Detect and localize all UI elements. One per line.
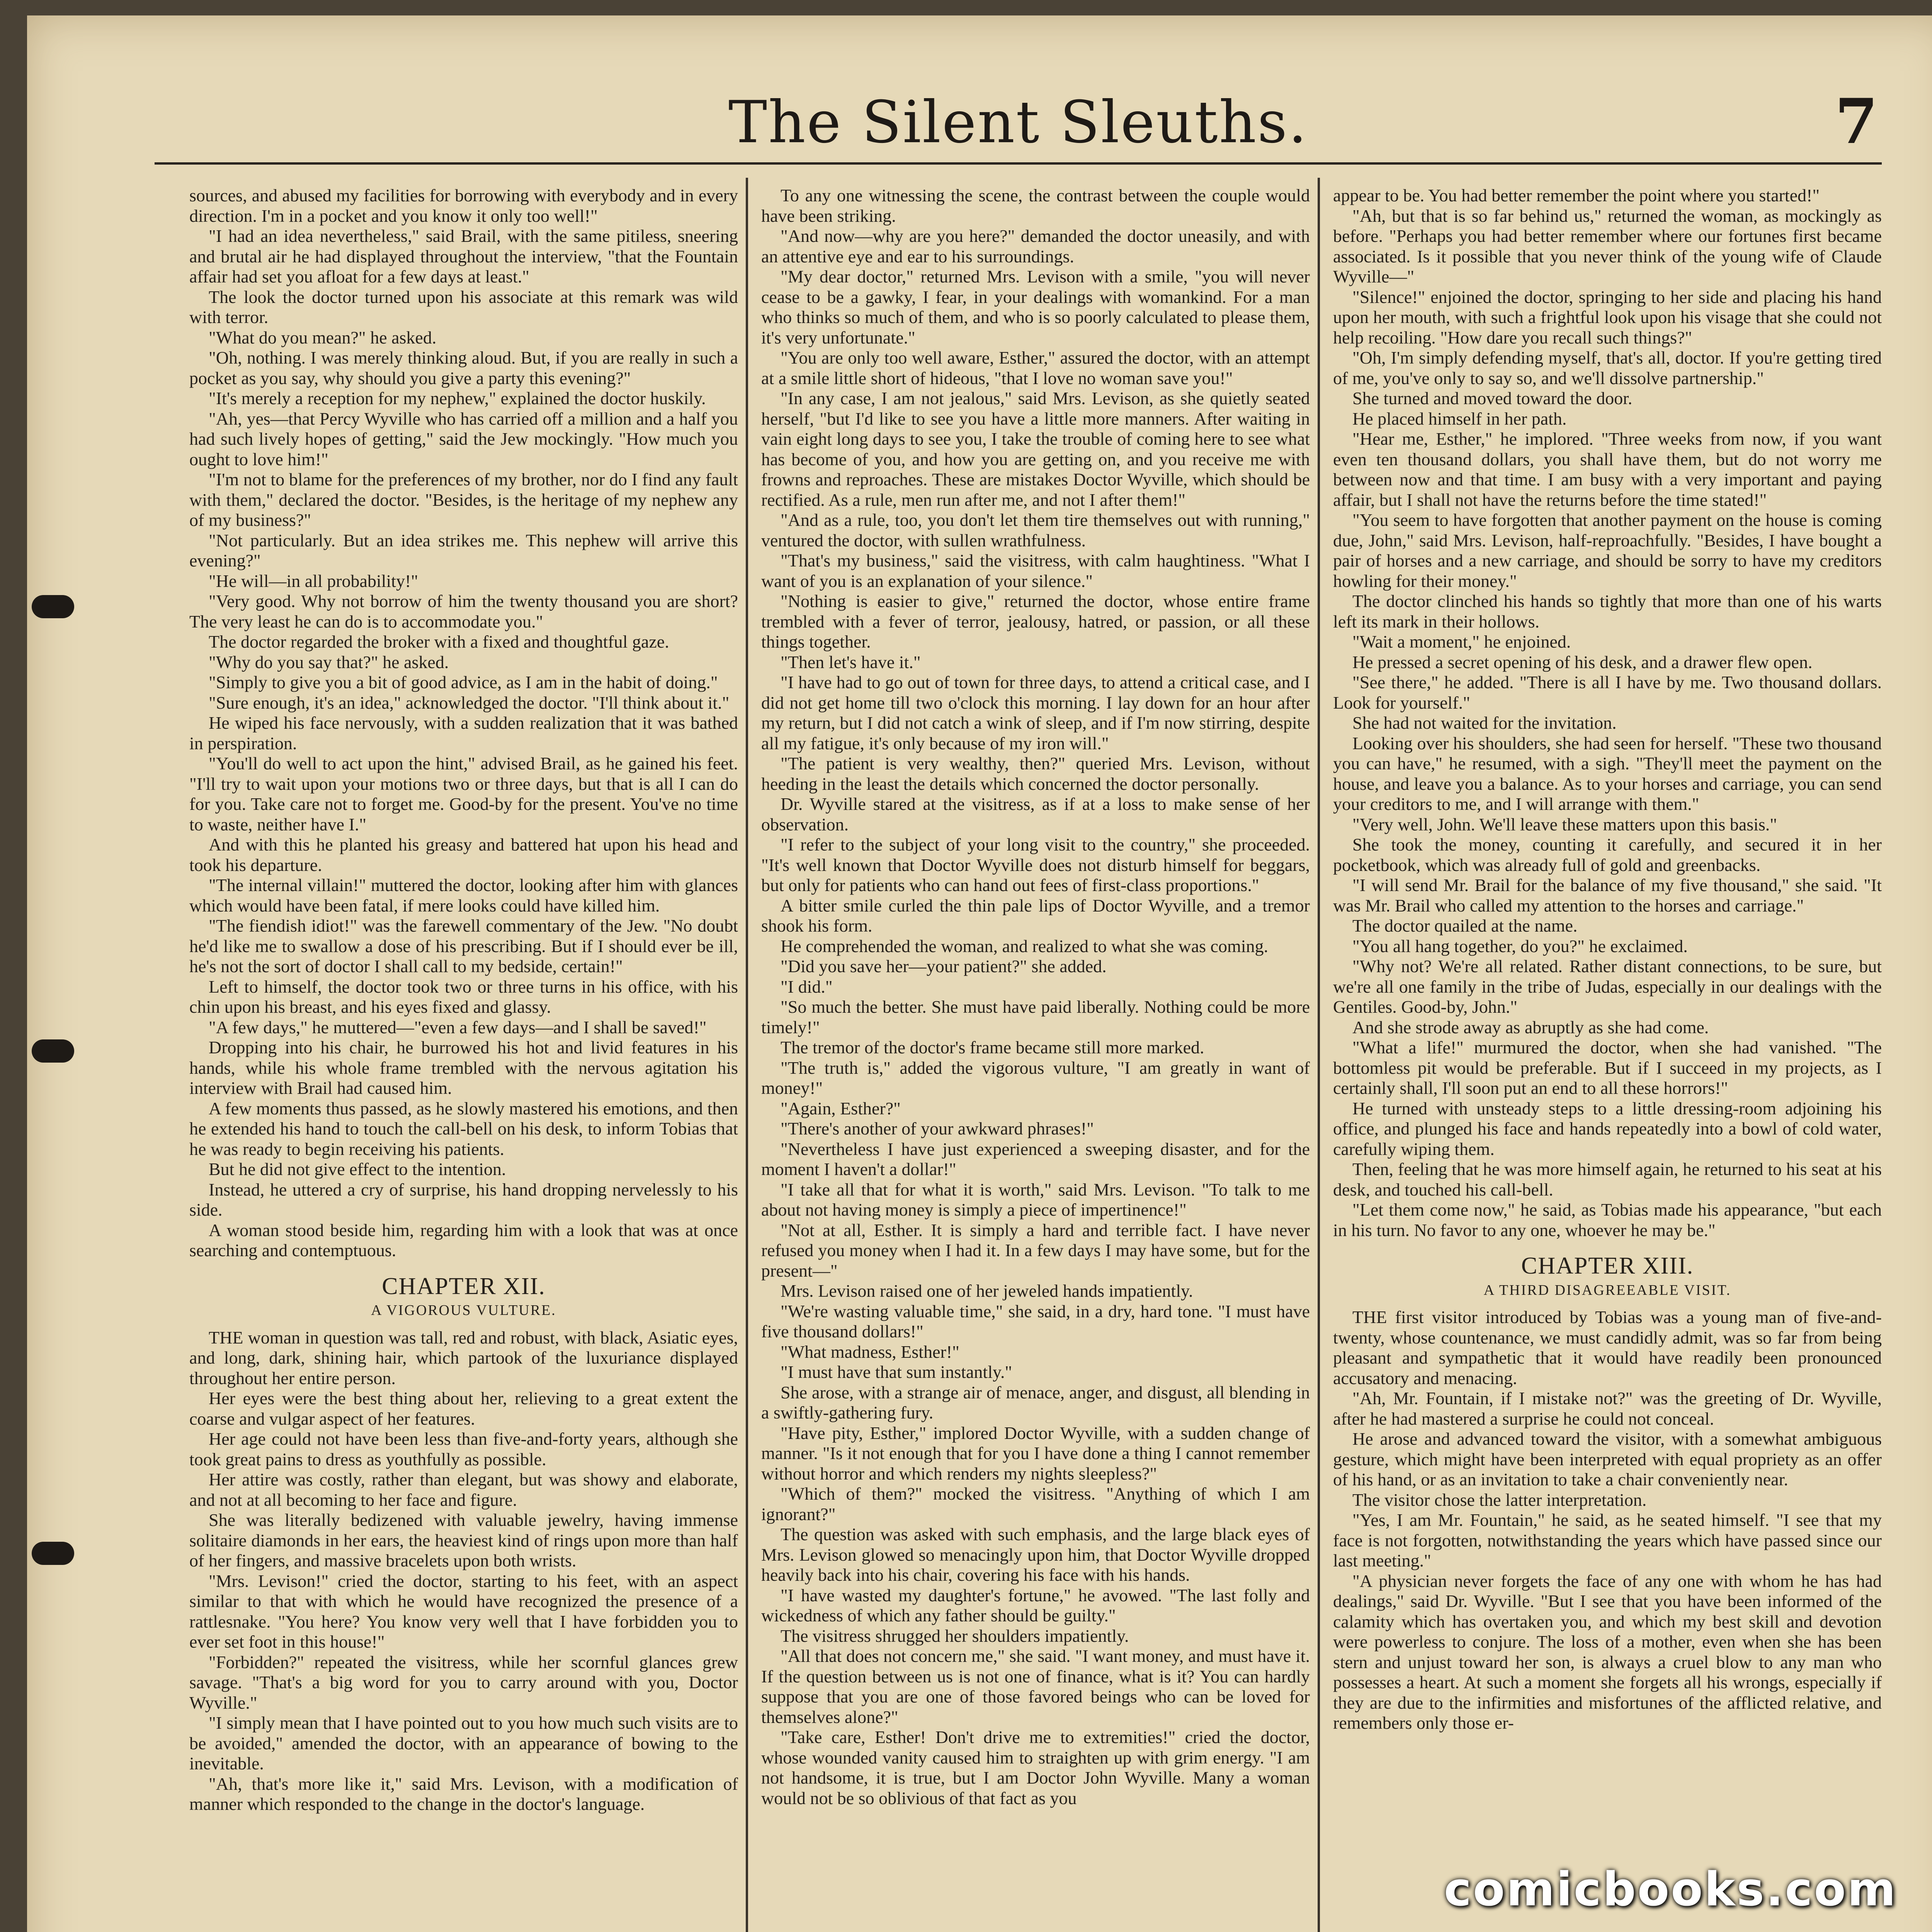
paragraph: "Ah, yes—that Percy Wyville who has carried off a million and a half you had such lively hopes of getting," said the Jew mockingly. "How much you ought to love him!" [189,408,738,469]
page-header [155,81,1882,165]
paragraph: "All that does not concern me," she said. "I want money, and must have it. If the question between us is not one of finance, what is it? You can hardly suppose that you are one of those favored beings who can be loved for themselves alone?" [761,1646,1310,1727]
paragraph: He arose and advanced toward the visitor, with a somewhat ambiguous gesture, which might have been interpreted with equal propriety as an offer of his hand, or as an invitation to take a chair conveniently near. [1333,1429,1882,1489]
paragraph: appear to be. You had better remember the point where you started!" [1333,185,1820,205]
paragraph: Then, feeling that he was more himself again, he returned to his seat at his desk, and touched his call-bell. [1333,1159,1882,1199]
paragraph: "Again, Esther?" [781,1098,901,1118]
paragraph: A few moments thus passed, as he slowly mastered his emotions, and then he extended his hand to touch the call-bell on his desk, to inform Tobias that he was ready to begin receiving his patients. [189,1098,738,1159]
paragraph: "Then let's have it." [781,652,921,672]
paragraph: A bitter smile curled the thin pale lips of Doctor Wyville, and a tremor shook his form. [761,895,1310,935]
paragraph: "You'll do well to act upon the hint," advised Brail, as he gained his feet. "I'll try to wait upon your motions two or three days, but that is all I can do for you. Take care not to forget me. Good-by for the present. You've no time to waste, neither have I." [189,753,738,834]
paragraph: "Let them come now," he said, as Tobias made his appearance, "but each in his turn. No favor to any one, whoever he may be." [1333,1200,1882,1240]
paragraph: "You all hang together, do you?" he exclaimed. [1352,936,1688,956]
paragraph: "Which of them?" mocked the visitress. "Anything of which I am ignorant?" [761,1484,1310,1524]
paragraph: "Oh, I'm simply defending myself, that's all, doctor. If you're getting tired of me, you've only to say so, and we'll dissolve partnership." [1333,348,1882,388]
paragraph: And she strode away as abruptly as she had come. [1352,1017,1709,1037]
paragraph: The doctor regarded the broker with a fixed and thoughtful gaze. [209,632,669,651]
paragraph: "Oh, nothing. I was merely thinking aloud. But, if you are really in such a pocket as you say, why should you give a party this evening?" [189,348,738,388]
paragraph: "Why do you say that?" he asked. [209,652,449,672]
paragraph: The doctor quailed at the name. [1352,916,1578,935]
paragraph: "It's merely a reception for my nephew," explained the doctor huskily. [209,388,706,408]
column-divider [746,178,748,1932]
site-watermark: comicbooks.com [1444,1863,1897,1917]
paragraph: "I take all that for what it is worth," said Mrs. Levison. "To talk to me about not having money is simply a piece of impertinence!" [761,1179,1310,1219]
paragraph: "Have pity, Esther," implored Doctor Wyville, with a sudden change of manner. "Is it not enough that for you I have done a thing I cannot remember without horror and which renders my nights sleepless?" [761,1423,1310,1483]
paragraph: Looking over his shoulders, she had seen for herself. "These two thousand you can have," he resumed, with a sigh. "They'll meet the payment on the house, and leave you a balance. As to your horses and carriage, you can send your creditors to me, and I will arrange with them." [1333,733,1882,814]
paragraph: She had not waited for the invitation. [1352,713,1617,733]
paragraph: "See there," he added. "There is all I have by me. Two thousand dollars. Look for yourself." [1333,672,1882,713]
paragraph: "I must have that sum instantly." [781,1362,1012,1382]
paragraph: "Yes, I am Mr. Fountain," he said, as he seated himself. "I see that my face is not forgotten, notwithstanding the years which have passed since our last meeting." [1333,1510,1882,1570]
paragraph: "Simply to give you a bit of good advice, as I am in the habit of doing." [209,672,718,692]
paragraph: Dr. Wyville stared at the visitress, as if at a loss to make sense of her observation. [761,794,1310,834]
paragraph: A woman stood beside him, regarding him with a look that was at once searching and contemptuous. [189,1220,738,1260]
chapter-title: CHAPTER XIII. [1521,1253,1694,1279]
paragraph: And with this he planted his greasy and battered hat upon his head and took his departure. [189,835,738,875]
paragraph: He comprehended the woman, and realized to what she was coming. [781,936,1269,956]
paragraph: She turned and moved toward the door. [1352,388,1633,408]
paragraph: She was literally bedizened with valuable jewelry, having immense solitaire diamonds in her ears, the heaviest kind of rings upon more than half of her fingers, and massive bracelets upon both wrists. [189,1510,738,1570]
paragraph: "Sure enough, it's an idea," acknowledged the doctor. "I'll think about it." [209,692,730,713]
binding-hole [32,595,74,618]
paragraph: sources, and abused my facilities for borrowing with everybody and in every direction. I'm in a pocket and you know it only too well!" [189,185,738,226]
paragraph: "Hear me, Esther," he implored. "Three weeks from now, if you want even ten thousand dollars, you shall have them, but do not worry me between now and that time. I am busy with a very important and paying affair, but I shall not have the returns before the time stated!" [1333,429,1882,510]
paragraph: But he did not give effect to the intention. [209,1159,506,1179]
paragraph: The visitor chose the latter interpretation. [1352,1490,1647,1510]
paragraph: "Very well, John. We'll leave these matters upon this basis." [1352,814,1777,834]
paragraph: "And now—why are you here?" demanded the doctor uneasily, and with an attentive eye and ear to his surroundings. [761,226,1310,266]
paragraph: "He will—in all probability!" [209,571,418,591]
paragraph: Mrs. Levison raised one of her jeweled hands impatiently. [781,1281,1193,1301]
paragraph: "The truth is," added the vigorous vulture, "I am greatly in want of money!" [761,1058,1310,1098]
paragraph: THE first visitor introduced by Tobias was a young man of five-and-twenty, whose countenance, we must candidly admit, was so far from being pleasant and sympathetic that it would have readily been pronounced accusatory and menacing. [1333,1307,1882,1388]
paragraph: "Not particularly. But an idea strikes me. This nephew will arrive this evening?" [189,530,738,570]
paragraph: "My dear doctor," returned Mrs. Levison with a smile, "you will never cease to be a gawky, I fear, in your dealings with womankind. For a man who thinks so much of them, and who is so poorly calculated to please them, it's very unfortunate." [761,267,1310,347]
paragraph: "We're wasting valuable time," she said, in a dry, hard tone. "I must have five thousand dollars!" [761,1301,1310,1341]
paragraph: "Very good. Why not borrow of him the twenty thousand you are short? The very least he can do is to accommodate you." [189,591,738,631]
paragraph: "I had an idea nevertheless," said Brail, with the same pitiless, sneering and brutal air he had displayed throughout the interview, "that the Fountain affair had set you afloat for a few days at least." [189,226,738,286]
paragraph: She took the money, counting it carefully, and secured it in her pocketbook, which was already full of gold and greenbacks. [1333,835,1882,875]
paragraph: "Did you save her—your patient?" she added. [781,956,1107,976]
text-column-1 [189,185,738,1932]
paragraph: "Ah, but that is so far behind us," returned the woman, as mockingly as before. "Perhaps you had better remember where our fortunes first became associated. Is it possible that you never think of the young wife of Claude Wyville—" [1333,206,1882,286]
paragraph: "So much the better. She must have paid liberally. Nothing could be more timely!" [761,997,1310,1037]
paragraph: "In any case, I am not jealous," said Mrs. Levison, as she quietly seated herself, "but I'd like to see you have a little more manners. After waiting in vain eight long days to see you, I take the trouble of coming here to see what has become of you, and how you are getting on, and you receive me with frowns and reproaches. These are mistakes Doctor Wyville, which should be rectified. As a rule, men run after me, and not I after them!" [761,388,1310,510]
paragraph: He placed himself in her path. [1352,408,1567,429]
paragraph: "Nevertheless I have just experienced a sweeping disaster, and for the moment I haven't a dollar!" [761,1139,1310,1179]
paragraph: She arose, with a strange air of menace, anger, and disgust, all blending in a swiftly-gathering fury. [761,1382,1310,1422]
paragraph: The question was asked with such emphasis, and the large black eyes of Mrs. Levison glowed so menacingly upon him, that Doctor Wyville dropped heavily back into his chair, covering his face with his hands. [761,1524,1310,1585]
paragraph: "I will send Mr. Brail for the balance of my five thousand," she said. "It was Mr. Brail who called my attention to the horses and carriage." [1333,875,1882,915]
paragraph: "I refer to the subject of your long visit to the country," she proceeded. "It's well known that Doctor Wyville does not disturb himself for beggars, but only for patients who can hand out fees of first-class proportions." [761,835,1310,895]
binding-hole [32,1039,74,1063]
paragraph: He turned with unsteady steps to a little dressing-room adjoining his office, and plunged his face and hands repeatedly into a bowl of cold water, carefully wiping them. [1333,1098,1882,1159]
paragraph: To any one witnessing the scene, the contrast between the couple would have been striking. [761,185,1310,226]
paragraph: "I did." [781,976,833,997]
paragraph: "I simply mean that I have pointed out to you how much such visits are to be avoided," amended the doctor, with an appearance of bowing to the inevitable. [189,1713,738,1773]
paragraph: "That's my business," said the visitress, with calm haughtiness. "What I want of you is an explanation of your silence." [761,551,1310,591]
paragraph: "The fiendish idiot!" was the farewell commentary of the Jew. "No doubt he'd like me to swallow a dose of his prescribing. But if I should ever be ill, he's not the sort of doctor I shall call to my bedside, certain!" [189,916,738,976]
paragraph: "Mrs. Levison!" cried the doctor, starting to his feet, with an aspect similar to that with which he would have recognized the presence of a rattlesnake. "You here? You know very well that I have forbidden you to ever set foot in this house!" [189,1571,738,1651]
page-number: 7 [1835,85,1878,158]
paragraph: Left to himself, the doctor took two or three turns in his office, with his chin upon his breast, and his eyes fixed and glassy. [189,976,738,1017]
paragraph: THE woman in question was tall, red and robust, with black, Asiatic eyes, and long, dark, shining hair, which partook of the luxuriance displayed throughout her entire person. [189,1327,738,1388]
paragraph: "Ah, Mr. Fountain, if I mistake not?" was the greeting of Dr. Wyville, after he had mastered a surprise he could not conceal. [1333,1388,1882,1429]
paragraph: "What do you mean?" he asked. [209,327,437,347]
paragraph: Her attire was costly, rather than elegant, but was showy and elaborate, and not at all becoming to her face and figure. [189,1469,738,1510]
paragraph: "You seem to have forgotten that another payment on the house is coming due, John," said Mrs. Levison, half-reproachfully. "Besides, I have bought a pair of horses and a new carriage, and should be sorry to have my creditors howling for their money." [1333,510,1882,591]
paragraph: Instead, he uttered a cry of surprise, his hand dropping nervelessly to his side. [189,1179,738,1219]
paragraph: "I have had to go out of town for three days, to attend a critical case, and I did not get home till two o'clock this morning. I lay down for an hour after my return, but I did not catch a wink of sleep, and if I'm now stirring, despite all my fatigue, it's only because of my iron will." [761,672,1310,753]
paragraph: The visitress shrugged her shoulders impatiently. [781,1626,1129,1646]
paragraph: "The patient is very wealthy, then?" queried Mrs. Levison, without heeding in the least the details which concerned the doctor personally. [761,753,1310,794]
chapter-title: CHAPTER XII. [382,1273,546,1299]
paragraph: "You are only too well aware, Esther," assured the doctor, with an attempt at a smile little short of hideous, "that I love no woman save you!" [761,348,1310,388]
paragraph: The tremor of the doctor's frame became still more marked. [781,1037,1204,1057]
paragraph: "There's another of your awkward phrases!" [781,1119,1094,1138]
paragraph: "Nothing is easier to give," returned the doctor, whose entire frame trembled with a fever of terror, jealousy, hatred, or passion, or all these things together. [761,591,1310,651]
paragraph: "The internal villain!" muttered the doctor, looking after him with glances which would have been fatal, if mere looks could have killed him. [189,875,738,915]
paragraph: The doctor clinched his hands so tightly that more than one of his warts left its mark in their hollows. [1333,591,1882,631]
paragraph: He pressed a secret opening of his desk, and a drawer flew open. [1352,652,1813,672]
chapter-subtitle: A THIRD DISAGREEABLE VISIT. [1483,1282,1731,1298]
binding-hole [32,1542,74,1565]
column-divider [1318,178,1320,1932]
paragraph: "Forbidden?" repeated the visitress, while her scornful glances grew savage. "That's a big word for you to carry around with you, Doctor Wyville." [189,1652,738,1713]
paragraph: "A few days," he muttered—"even a few days—and I shall be saved!" [209,1017,707,1037]
paragraph: "What a life!" murmured the doctor, when she had vanished. "The bottomless pit would be preferable. But if I succeed in my projects, as I certainly shall, I'll soon put an end to all these horrors!" [1333,1037,1882,1098]
paragraph: "And as a rule, too, you don't let them tire themselves out with running," ventured the doctor, with sullen wrathfulness. [761,510,1310,550]
paragraph: He wiped his face nervously, with a sudden realization that it was bathed in perspiration. [189,713,738,753]
text-column-3 [1333,185,1882,1932]
paragraph: "I have wasted my daughter's fortune," he avowed. "The last folly and wickedness of which any father should be guilty." [761,1585,1310,1625]
text-column-2 [761,185,1310,1932]
paragraph: "Take care, Esther! Don't drive me to extremities!" cried the doctor, whose wounded vanity caused him to straighten up with grim energy. "I am not handsome, it is true, but I am Doctor John Wyville. Many a woman would not be so oblivious of that fact as you [761,1727,1310,1808]
paragraph: "What madness, Esther!" [781,1342,959,1362]
paragraph: The look the doctor turned upon his associate at this remark was wild with terror. [189,287,738,327]
paragraph: "Ah, that's more like it," said Mrs. Levison, with a modification of manner which responded to the change in the doctor's language. [189,1774,738,1814]
chapter-subtitle: A VIGOROUS VULTURE. [371,1302,556,1318]
paragraph: Her age could not have been less than five-and-forty years, although she took great pains to dress as youthfully as possible. [189,1429,738,1469]
paragraph: "A physician never forgets the face of any one with whom he has had dealings," said Dr. Wyville. "But I see that you have been informed of the calamity which has overtaken you, and which my best skill and devotion were powerless to conjure. The loss of a mother, even when she has been stern and unjust toward her son, is always a cruel blow to any man who possesses a heart. At such a moment she forgets all his wrongs, especially if they are due to the infirmities and misfortunes of the afflicted relative, and remembers only those er- [1333,1571,1882,1733]
paragraph: Her eyes were the best thing about her, relieving to a great extent the coarse and vulgar aspect of her features. [189,1388,738,1429]
paragraph: "Silence!" enjoined the doctor, springing to her side and placing his hand upon her mouth, with such a frightful look upon his visage that she could not help recoiling. "How dare you recall such things?" [1333,287,1882,347]
paragraph: "Wait a moment," he enjoined. [1352,632,1571,651]
paragraph: Dropping into his chair, he burrowed his hot and livid features in his hands, while his whole frame trembled with the nervous agitation his interview with Brail had caused him. [189,1037,738,1098]
paragraph: "I'm not to blame for the preferences of my brother, nor do I find any fault with them," declared the doctor. "Besides, is the heritage of my nephew any of my business?" [189,469,738,530]
page-title: The Silent Sleuths. [728,89,1308,156]
paragraph: "Not at all, Esther. It is simply a hard and terrible fact. I have never refused you money when I had it. In a few days I may have some, but for the present—" [761,1220,1310,1281]
paragraph: "Why not? We're all related. Rather distant connections, to be sure, but we're all one family in the tribe of Judas, especially in our dealings with the Gentiles. Good-by, John." [1333,956,1882,1017]
newspaper-page [27,15,1932,1932]
